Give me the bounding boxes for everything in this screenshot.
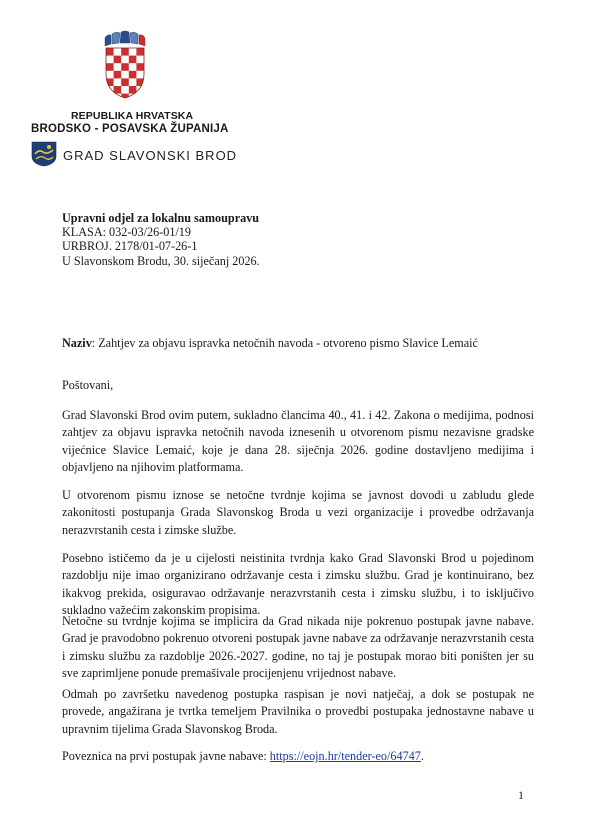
place-date: U Slavonskom Brodu, 30. siječanj 2026. [62, 253, 260, 268]
department-name: Upravni odjel za lokalnu samoupravu [62, 211, 260, 225]
urbroj-reference: URBROJ. 2178/01-07-26-1 [62, 239, 198, 254]
body-paragraph-4: Netočne su tvrdnje kojima se implicira da Grad nikada nije pokrenuo postupak javne nabave. Grad je pravodobno pokrenuo otvoreni postupak javne nabave za održavanje nerazvrstanih cesta i zimsku službu za razdoblje 2026.-2027. godine, no taj je postupak morao biti poništen jer su sve zaprimljene ponude premašivale procijenjenu vrijednost nabave. [62, 614, 534, 681]
subject-line [62, 336, 478, 351]
body-paragraph-2: U otvorenom pismu iznose se netočne tvrdnje kojima se javnost dovodi u zabludu glede zakonitosti postupanja Grada Slavonskog Broda u vezi organizacije i provedbe održavanja nerazvrstanih cesta i zimske službe. [62, 488, 534, 537]
city-name: GRAD SLAVONSKI BROD [63, 148, 238, 163]
link-paragraph [62, 748, 534, 765]
tender-link[interactable]: https://eojn.hr/tender-eo/64747 [269, 749, 421, 763]
subject-text: : Zahtjev za objavu ispravka netočnih navoda - otvoreno pismo Slavice Lemaić [91, 336, 478, 350]
county-name: BRODSKO - POSAVSKA ŽUPANIJA [31, 123, 229, 135]
document-meta [62, 211, 260, 268]
page-number: 1 [518, 788, 524, 802]
body-paragraph-3: Posebno ističemo da je u cijelosti neistinita tvrdnja kako Grad Slavonski Brod u pojedinom razdoblju nije imao organizirano održavanje cesta i zimsku službu. Grad je kontinuirano, bez ikakvog prekida, osiguravao održavanje nerazvrstanih cesta i zimsku službu, i to isključivo sukladno važećim zakonskim propisima. [62, 551, 534, 618]
greeting: Poštovani, [62, 378, 114, 392]
body-paragraph-5: Odmah po završetku navedenog postupka raspisan je novi natječaj, a dok se postupak ne provede, angažirana je tvrtka temeljem Pravilnika o provedbi postupaka jednostavne nabave u upravnim tijelima Grada Slavonskog Broda. [62, 687, 534, 736]
klasa-reference: KLASA: 032-03/26-01/19 [62, 225, 191, 240]
republic-name: REPUBLIKA HRVATSKA [71, 110, 194, 122]
croatian-coat-of-arms-icon [102, 30, 148, 100]
body-paragraph-1: Grad Slavonski Brod ovim putem, sukladno člancima 40., 41. i 42. Zakona o medijima, podnosi zahtjev za objavu ispravka netočnih navoda iznesenih u otvorenom pismu nezavisne gradske vijećnice Slavice Lemaić, koje je dana 28. siječnja 2026. godine dostavljeno medijima i objavljeno na njihovim platformama. [62, 408, 534, 475]
link-prefix: Poveznica na prvi postupak javne nabave: [62, 749, 270, 763]
subject-label: Naziv [62, 336, 92, 350]
slavonski-brod-city-logo-icon [31, 141, 57, 167]
link-suffix: . [420, 749, 424, 763]
